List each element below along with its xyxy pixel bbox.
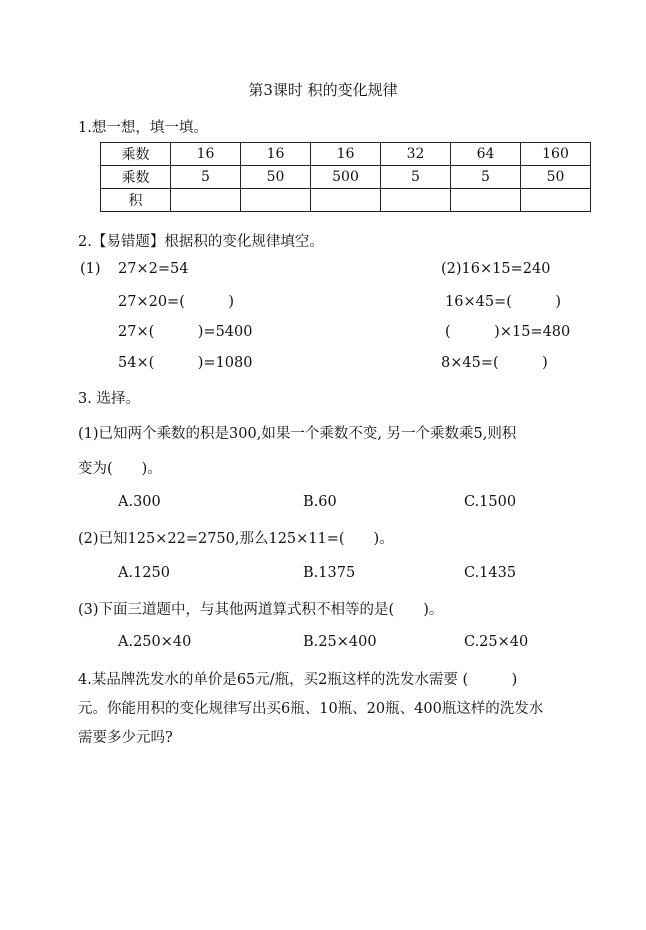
table-cell: 160 xyxy=(521,143,591,166)
q3-sub1-text: (1)已知两个乘数的积是300,如果一个乘数不变, 另一个乘数乘5,则积 xyxy=(78,426,517,442)
table-cell: 5 xyxy=(171,166,241,189)
answer-cell[interactable] xyxy=(381,189,451,212)
q3-sub2-option-b[interactable]: B.1375 xyxy=(303,565,356,581)
q1-table xyxy=(100,142,591,212)
q2-part2-line: 16×45=( ) xyxy=(445,294,562,310)
q2-part1-label: (1) xyxy=(80,261,101,277)
page-title: 第3课时 积的变化规律 xyxy=(248,81,398,99)
q2-part2-line: 8×45=( ) xyxy=(441,355,548,371)
table-cell: 50 xyxy=(241,166,311,189)
table-cell: 64 xyxy=(451,143,521,166)
q3-sub1-option-c[interactable]: C.1500 xyxy=(464,494,517,510)
q3-heading: 3. 选择。 xyxy=(78,391,140,407)
table-cell: 16 xyxy=(171,143,241,166)
q3-sub2-text: (2)已知125×22=2750,那么125×11=( )。 xyxy=(78,531,394,547)
q3-sub1-option-a[interactable]: A.300 xyxy=(118,494,161,510)
table-cell: 32 xyxy=(381,143,451,166)
table-row-product xyxy=(101,189,591,212)
table-row-multiplier-1 xyxy=(101,143,591,166)
q4-text: 需要多少元吗? xyxy=(78,730,173,746)
table-cell: 5 xyxy=(381,166,451,189)
q4-text: 元。你能用积的变化规律写出买6瓶、10瓶、20瓶、400瓶这样的洗发水 xyxy=(78,701,544,717)
answer-cell[interactable] xyxy=(171,189,241,212)
q2-part2-line: ( )×15=480 xyxy=(445,324,571,340)
table-row-multiplier-2 xyxy=(101,166,591,189)
q2-part1-line: 27×2=54 xyxy=(118,261,189,277)
q3-sub3-text: (3)下面三道题中，与其他两道算式积不相等的是( )。 xyxy=(78,602,444,618)
table-cell: 50 xyxy=(521,166,591,189)
answer-cell[interactable] xyxy=(311,189,381,212)
answer-cell[interactable] xyxy=(241,189,311,212)
q2-part1-line: 27×( )=5400 xyxy=(118,324,253,340)
row-label: 乘数 xyxy=(101,143,171,166)
q3-sub1-text: 变为( )。 xyxy=(78,461,162,477)
table-cell: 16 xyxy=(311,143,381,166)
q2-heading: 2.【易错题】根据积的变化规律填空。 xyxy=(78,234,324,250)
row-label: 积 xyxy=(101,189,171,212)
q3-sub3-option-a[interactable]: A.250×40 xyxy=(118,634,192,650)
q4-text: 4.某品牌洗发水的单价是65元/瓶，买2瓶这样的洗发水需要 ( ) xyxy=(78,672,518,688)
q2-part2-line: (2)16×15=240 xyxy=(441,261,551,277)
q2-part1-line: 54×( )=1080 xyxy=(118,355,253,371)
q3-sub1-option-b[interactable]: B.60 xyxy=(303,494,337,510)
q1-heading: 1.想一想，填一填。 xyxy=(78,120,208,136)
table-cell: 5 xyxy=(451,166,521,189)
q3-sub2-option-c[interactable]: C.1435 xyxy=(464,565,517,581)
q3-sub2-option-a[interactable]: A.1250 xyxy=(118,565,170,581)
q3-sub3-option-c[interactable]: C.25×40 xyxy=(464,634,529,650)
table-cell: 500 xyxy=(311,166,381,189)
answer-cell[interactable] xyxy=(451,189,521,212)
row-label: 乘数 xyxy=(101,166,171,189)
table-cell: 16 xyxy=(241,143,311,166)
q2-part1-line: 27×20=( ) xyxy=(118,294,235,310)
answer-cell[interactable] xyxy=(521,189,591,212)
q3-sub3-option-b[interactable]: B.25×400 xyxy=(303,634,377,650)
